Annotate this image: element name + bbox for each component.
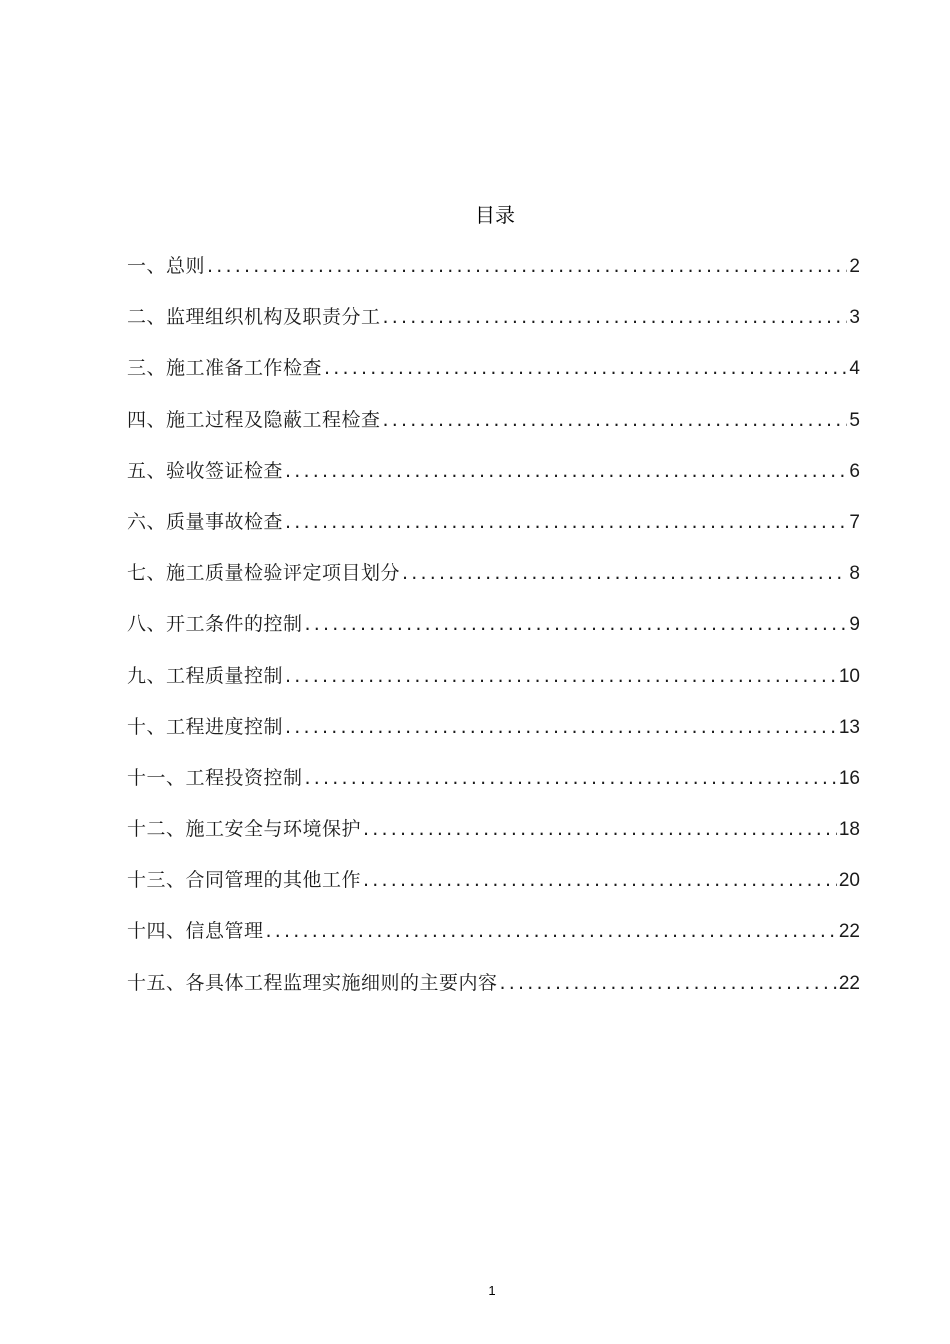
toc-entry-label: 一、总则	[127, 255, 206, 277]
toc-entry-label: 六、质量事故检查	[127, 510, 284, 533]
toc-entry-label: 九、工程质量控制	[127, 664, 284, 687]
toc-entry-label: 三、施工准备工作检查	[127, 357, 323, 380]
toc-entry-quality-control[interactable]	[127, 662, 860, 713]
toc-dot-leader	[285, 713, 837, 741]
toc-entry-page: 13	[838, 716, 860, 738]
toc-dot-leader	[285, 457, 847, 485]
toc-title: 目录	[475, 203, 515, 227]
toc-entry-quality-evaluation[interactable]	[127, 559, 860, 610]
toc-dot-leader	[402, 559, 847, 587]
toc-dot-leader	[285, 662, 837, 690]
toc-entry-label: 五、验收签证检查	[127, 459, 284, 482]
toc-entry-page: 7	[849, 511, 860, 533]
toc-entry-information-management[interactable]	[127, 917, 860, 968]
toc-entry-page: 4	[849, 358, 860, 380]
toc-entry-schedule-control[interactable]	[127, 713, 860, 764]
toc-dot-leader	[305, 610, 848, 638]
toc-entry-page: 5	[849, 409, 860, 431]
toc-dot-leader	[305, 764, 837, 792]
toc-entry-label: 七、施工质量检验评定项目划分	[127, 562, 401, 585]
toc-dot-leader	[363, 866, 837, 894]
toc-entry-investment-control[interactable]	[127, 764, 860, 815]
toc-entry-label: 十一、工程投资控制	[127, 766, 303, 789]
toc-entry-page: 20	[838, 870, 860, 892]
table-of-contents	[127, 252, 860, 1020]
toc-entry-safety-environment[interactable]	[127, 815, 860, 866]
toc-entry-page: 22	[838, 972, 860, 994]
toc-entry-label: 十四、信息管理	[127, 920, 264, 943]
toc-entry-preparation-check[interactable]	[127, 354, 860, 405]
toc-entry-page: 10	[838, 665, 860, 687]
toc-entry-start-conditions[interactable]	[127, 610, 860, 661]
toc-entry-page: 6	[849, 460, 860, 482]
toc-dot-leader	[383, 406, 848, 434]
toc-dot-leader	[383, 303, 848, 331]
toc-dot-leader	[285, 508, 847, 536]
toc-dot-leader	[324, 354, 847, 382]
toc-entry-process-check[interactable]	[127, 406, 860, 457]
toc-entry-label: 十五、各具体工程监理实施细则的主要内容	[127, 971, 498, 994]
toc-entry-page: 3	[849, 307, 860, 329]
toc-entry-page: 8	[849, 563, 860, 585]
toc-entry-label: 二、监理组织机构及职责分工	[127, 306, 381, 329]
toc-dot-leader	[207, 252, 847, 280]
toc-entry-organization[interactable]	[127, 303, 860, 354]
toc-dot-leader	[500, 969, 837, 997]
toc-entry-label: 十三、合同管理的其他工作	[127, 869, 362, 892]
toc-entry-implementation-details[interactable]	[127, 969, 860, 1020]
toc-entry-contract-management[interactable]	[127, 866, 860, 917]
toc-entry-label: 十二、施工安全与环境保护	[127, 818, 362, 841]
toc-entry-page: 22	[838, 921, 860, 943]
toc-entry-page: 16	[838, 767, 860, 789]
toc-entry-page: 9	[849, 614, 860, 636]
toc-entry-page: 18	[838, 819, 860, 841]
toc-entry-label: 八、开工条件的控制	[127, 613, 303, 636]
toc-entry-acceptance-check[interactable]	[127, 457, 860, 508]
toc-entry-quality-accident[interactable]	[127, 508, 860, 559]
toc-entry-label: 十、工程进度控制	[127, 715, 284, 738]
toc-dot-leader	[363, 815, 837, 843]
toc-entry-page: 2	[849, 256, 860, 277]
toc-entry-label: 四、施工过程及隐蔽工程检查	[127, 408, 381, 431]
footer-page-number: 1	[488, 1283, 496, 1298]
toc-entry-general-provisions[interactable]	[127, 252, 860, 303]
toc-dot-leader	[266, 917, 837, 945]
